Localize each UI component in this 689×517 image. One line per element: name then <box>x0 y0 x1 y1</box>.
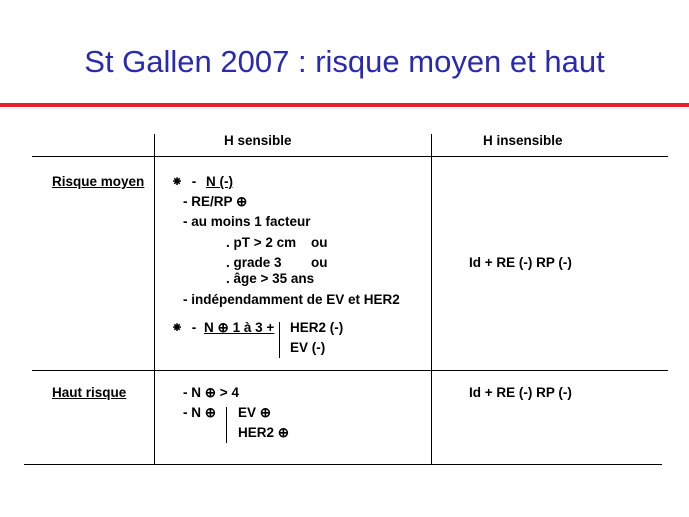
ev-negatif: EV (-) <box>290 340 326 355</box>
page-title: St Gallen 2007 : risque moyen et haut <box>84 44 605 79</box>
haut-n-positif: - N ⊕ <box>183 405 217 420</box>
title-divider <box>0 103 689 107</box>
criterion-age: . âge > 35 ans <box>226 271 315 286</box>
bracket-line-haut <box>226 407 227 443</box>
n-positif-text: N ⊕ 1 à 3 + <box>204 320 275 335</box>
connector-ou-2: ou <box>311 255 328 270</box>
row-label-haut-risque: Haut risque <box>52 385 127 400</box>
risque-moyen-n-negatif <box>170 174 233 190</box>
criterion-pt: . pT > 2 cm <box>226 235 297 250</box>
asterisk-icon: ⁕ <box>171 174 183 189</box>
criterion-re-rp: - RE/RP ⊕ <box>183 194 248 209</box>
header-h-sensible: H sensible <box>224 133 292 148</box>
bracket-line-moyen <box>279 322 280 358</box>
her2-negatif: HER2 (-) <box>290 320 344 335</box>
dash: - <box>191 174 197 189</box>
her2-positif: HER2 ⊕ <box>238 425 290 440</box>
treatment-risque-moyen: Id + RE (-) RP (-) <box>469 255 572 270</box>
asterisk-icon: ⁕ <box>171 320 183 335</box>
haut-n-plus-4: - N ⊕ > 4 <box>183 385 239 400</box>
table-bottom-line <box>24 464 662 465</box>
row-label-risque-moyen: Risque moyen <box>52 174 145 189</box>
criterion-independamment: - indépendamment de EV et HER2 <box>183 292 400 307</box>
n-negatif-text: N (-) <box>206 174 234 189</box>
criterion-grade: . grade 3 <box>226 255 282 270</box>
table-header-line <box>32 156 668 157</box>
ev-positif: EV ⊕ <box>238 405 272 420</box>
table-column-divider-2 <box>431 134 432 464</box>
table-row-divider <box>32 370 668 371</box>
treatment-haut-risque: Id + RE (-) RP (-) <box>469 385 572 400</box>
criterion-au-moins-1-facteur: - au moins 1 facteur <box>183 214 311 229</box>
table-column-divider-1 <box>154 134 155 464</box>
connector-ou-1: ou <box>311 235 328 250</box>
dash: - <box>191 320 197 335</box>
risque-moyen-n-positif <box>170 320 274 336</box>
header-h-insensible: H insensible <box>483 133 563 148</box>
